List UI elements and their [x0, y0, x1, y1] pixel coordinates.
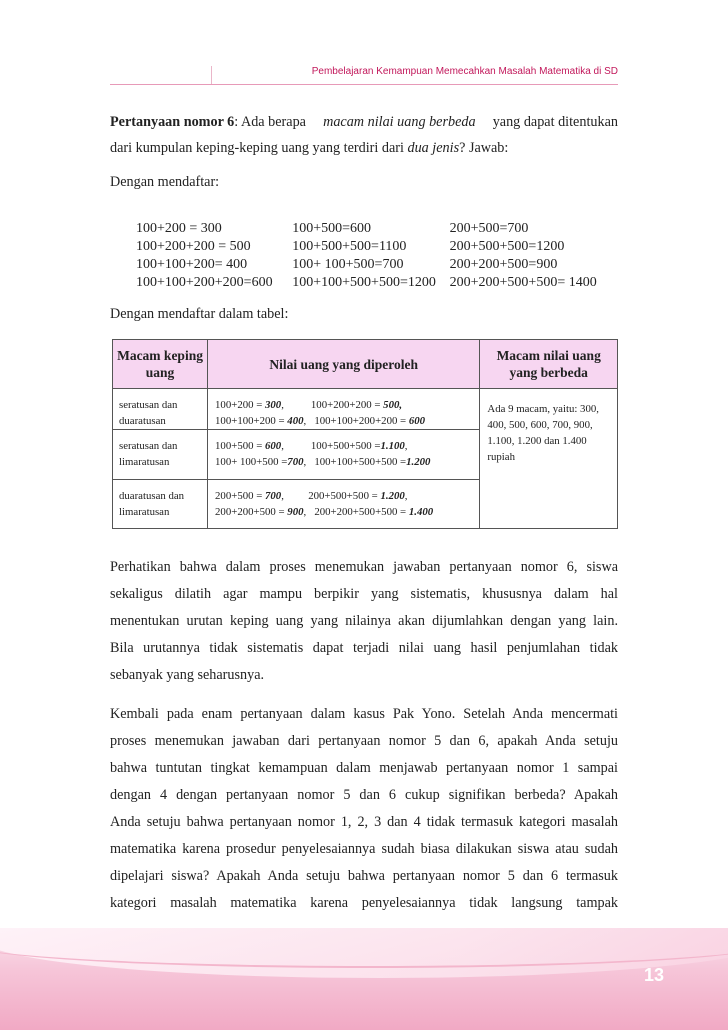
header-coin-types: Macam keping uang [113, 340, 208, 389]
question-label: Pertanyaan nomor 6 [110, 114, 235, 130]
listing-table [136, 220, 616, 292]
question-text-end: yang dapat ditentukan [492, 114, 618, 130]
header-corner-decoration [110, 66, 212, 85]
paragraph-line: matematika karena prosedur penyelesaiannya sudah biasa dilakukan siswa atau sudah [110, 841, 618, 857]
paragraph-line: kategori masalah matematika karena penyelesaiannya tidak langsung tampak [110, 895, 618, 911]
paragraph-line: Bila urutannya tidak sistematis dapat terjadi nilai uang hasil penjumlahan tidak [110, 640, 618, 656]
paragraph-line: menentukan urutan keping uang yang nilainya akan dijumlahkan dengan yang lain. [110, 613, 618, 629]
question-text: : Ada berapa [234, 114, 306, 130]
listing-sum: 200+500=700 [449, 221, 529, 236]
question-line-2 [110, 140, 618, 166]
listing-sum: 100+200+200 = 500 [136, 239, 251, 254]
paragraph-line: bahwa tuntutan tingkat kemampuan dalam menjawab pertanyaan nomor 1 sampai [110, 760, 618, 776]
paragraph-line: Perhatikan bahwa dalam proses menemukan jawaban pertanyaan nomor 6, siswa [110, 559, 618, 575]
paragraph-line: dengan 4 dengan pertanyaan nomor 5 dan 6 cukup signifikan berbeda? Apakah [110, 787, 618, 803]
listing-row [136, 274, 616, 292]
footer-band [0, 928, 728, 1030]
question-emphasis-2: dua jenis [407, 140, 460, 156]
paragraph-line: proses menemukan jawaban dari pertanyaan nomor 5 dan 6, apakah Anda setuju [110, 733, 618, 749]
header-rule [110, 84, 618, 85]
header-values: Nilai uang yang diperoleh [208, 340, 480, 389]
distinct-answer: Ada 9 macam, yaitu: 300, 400, 500, 600, 700, 900, 1.100, 1.200 dan 1.400 rupiah [480, 389, 618, 529]
paragraph-line: Kembali pada enam pertanyaan dalam kasus Pak Yono. Setelah Anda mencermati [110, 706, 618, 722]
listing-sum: 100+100+200= 400 [136, 257, 248, 272]
paragraph-line: Anda setuju bahwa pertanyaan nomor 1, 2, 3 dan 4 tidak termasuk kategori masalah [110, 814, 618, 830]
running-title: Pembelajaran Kemampuan Memecahkan Masalah Matematika di SD [311, 66, 618, 77]
footer-wave-line [0, 928, 728, 968]
listing-sum: 100+500=600 [292, 221, 372, 236]
question-text-2: dari kumpulan keping-keping uang yang terdiri dari [110, 140, 404, 156]
listing-sum: 200+500+500=1200 [449, 239, 565, 254]
paragraph-2 [110, 701, 618, 917]
table-intro: Dengan mendaftar dalam tabel: [110, 306, 289, 322]
value-table [112, 339, 618, 529]
coin-pair: seratusan dan limaratusan [113, 430, 208, 480]
listing-sum: 100+100+200+200=600 [136, 275, 273, 290]
listing-sum: 200+200+500=900 [449, 257, 558, 272]
listing-sum: 100+100+500+500=1200 [292, 275, 436, 290]
paragraph-line: dipelajari siswa? Apakah Anda setuju bahwa pertanyaan nomor 5 dan 6 termasuk [110, 868, 618, 884]
question-text-2-end: ? Jawab: [459, 140, 509, 156]
value-cell: 200+500 = 700, 200+500+500 = 1.200, 200+200+500 = 900, 200+200+500+500 = 1.400 [208, 480, 480, 529]
listing-intro: Dengan mendaftar: [110, 174, 220, 190]
question-block [110, 114, 618, 200]
listing-sum: 100+200 = 300 [136, 221, 222, 236]
listing-row [136, 256, 616, 274]
listing-row [136, 220, 616, 238]
listing-sum: 100+500+500=1100 [292, 239, 407, 254]
value-cell: 100+500 = 600, 100+500+500 =1.100, 100+ 100+500 =700, 100+100+500+500 =1.200 [208, 430, 480, 480]
running-header [110, 66, 618, 84]
paragraph-1 [110, 554, 618, 689]
paragraph-line: sebanyak yang seharusnya. [110, 667, 265, 683]
listing-row [136, 238, 616, 256]
listing-sum: 100+ 100+500=700 [292, 257, 404, 272]
value-cell: 100+200 = 300, 100+200+200 = 500, 100+100+200 = 400, 100+100+200+200 = 600 [208, 389, 480, 430]
listing-sum: 200+200+500+500= 1400 [449, 275, 597, 290]
question-emphasis: macam nilai uang berbeda [323, 114, 476, 130]
coin-pair: seratusan dan duaratusan [113, 389, 208, 430]
header-distinct: Macam nilai uang yang berbeda [480, 340, 618, 389]
sum-listing [136, 220, 616, 292]
page-number: 13 [643, 965, 664, 985]
coin-pair: duaratusan dan limaratusan [113, 480, 208, 529]
paragraph-line: sekaligus dilatih agar mampu berpikir yang sistematis, khususnya dalam hal [110, 586, 618, 602]
question-line-1 [110, 114, 618, 140]
